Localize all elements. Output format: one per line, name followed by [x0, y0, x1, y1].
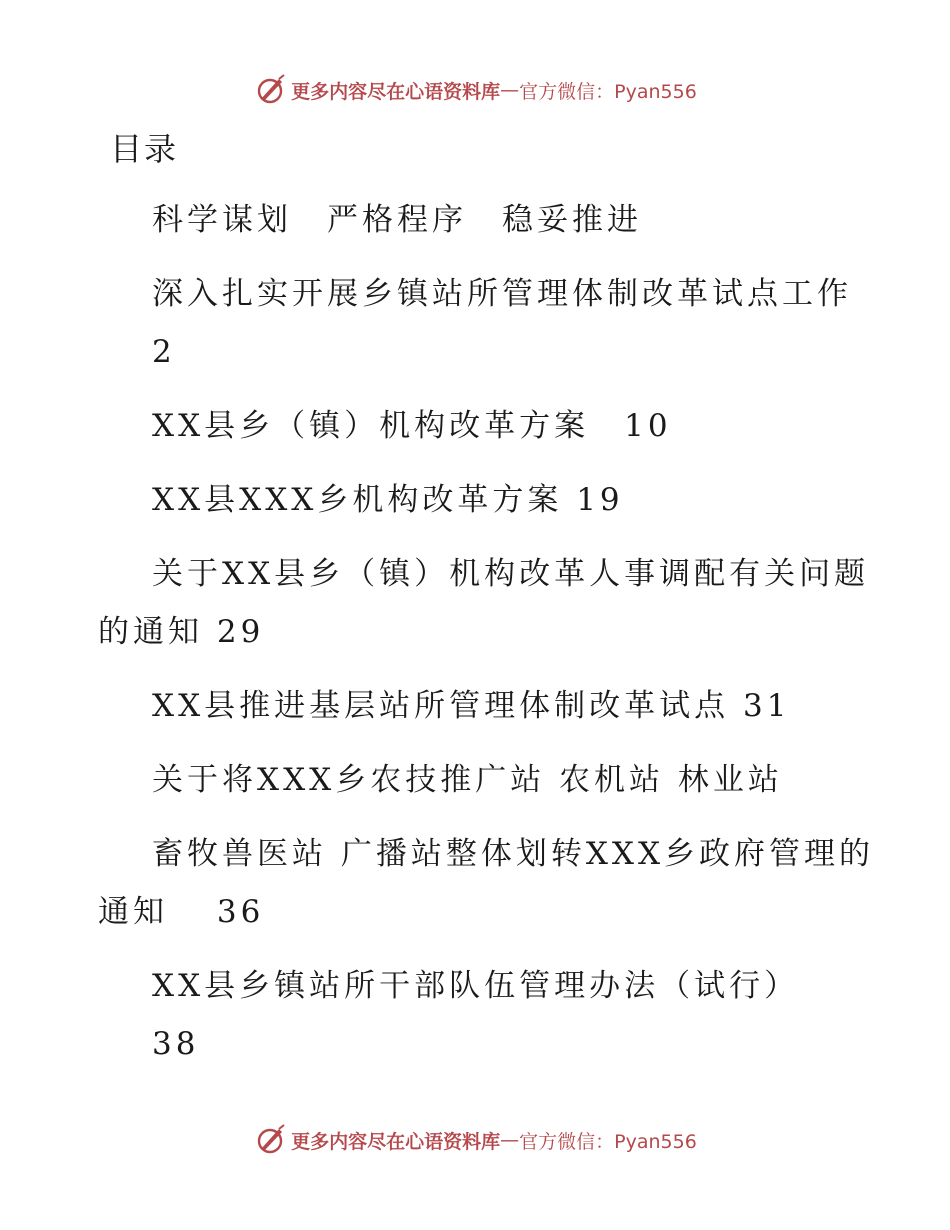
toc-entry-page: 38 — [152, 1026, 200, 1062]
watermark-wechat: 官方微信：Pyan556 — [519, 80, 697, 103]
toc-entry: 关于将XXX乡农技推广站 农机站 林业站 — [152, 762, 783, 798]
toc-entry-page: 2 — [152, 334, 176, 370]
header-watermark — [0, 70, 950, 110]
toc-entry-continued: 的通知 29 — [98, 614, 265, 650]
quill-pen-logo-icon — [253, 73, 287, 107]
watermark-separator: — — [500, 79, 520, 101]
toc-entry: XX县推进基层站所管理体制改革试点 31 — [152, 688, 791, 724]
quill-pen-logo-icon — [253, 1123, 287, 1157]
toc-entry: XX县XXX乡机构改革方案 19 — [152, 482, 624, 518]
footer-watermark — [0, 1120, 950, 1160]
toc-entry: 科学谋划 严格程序 稳妥推进 — [152, 202, 642, 238]
watermark-wechat: 官方微信：Pyan556 — [519, 1130, 697, 1153]
watermark-brand: 更多内容尽在心语资料库 — [291, 80, 501, 103]
toc-entry-continued: 通知 36 — [98, 894, 265, 930]
toc-entry: XX县乡（镇）机构改革方案 10 — [152, 408, 672, 444]
watermark-separator: — — [500, 1129, 520, 1151]
toc-entry: 深入扎实开展乡镇站所管理体制改革试点工作 — [152, 276, 852, 312]
toc-entry: 关于XX县乡（镇）机构改革人事调配有关问题 — [152, 556, 870, 592]
toc-entry: 畜牧兽医站 广播站整体划转XXX乡政府管理的 — [152, 836, 875, 872]
watermark-brand: 更多内容尽在心语资料库 — [291, 1130, 501, 1153]
toc-title: 目录 — [110, 130, 179, 168]
toc-entry: XX县乡镇站所干部队伍管理办法（试行） — [152, 968, 800, 1004]
